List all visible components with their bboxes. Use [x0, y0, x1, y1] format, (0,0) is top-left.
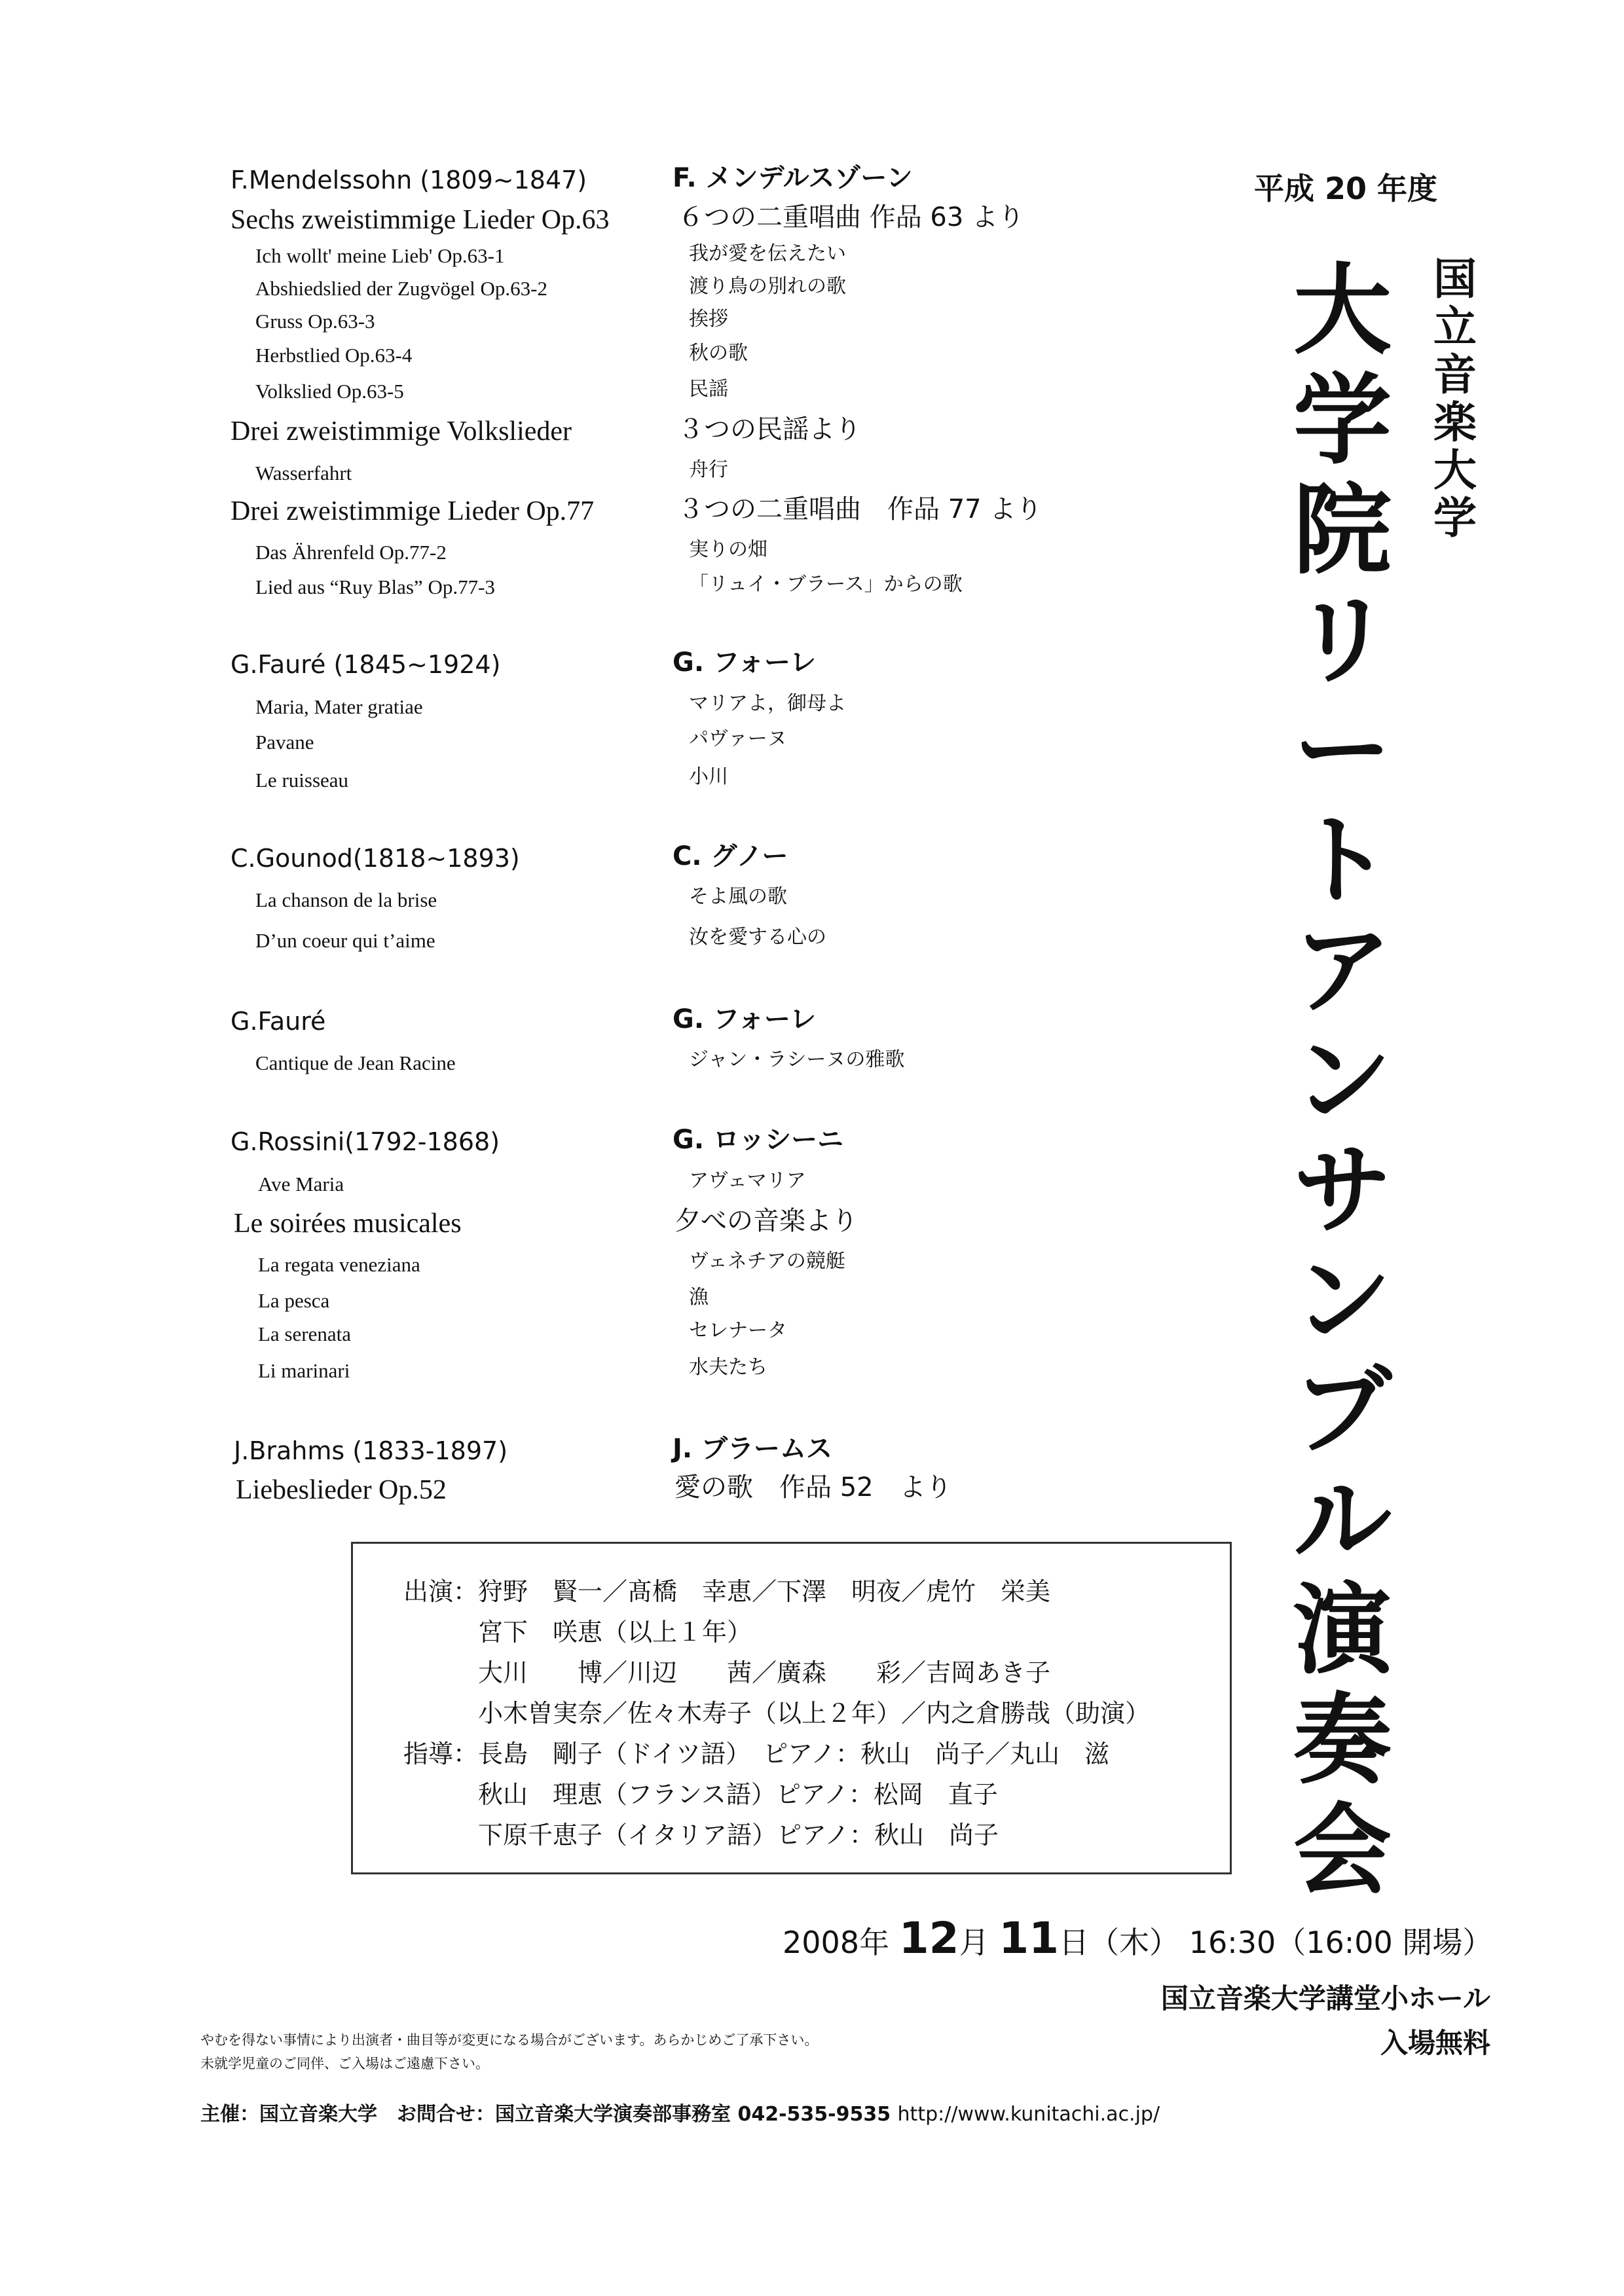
song-title: La regata veneziana: [258, 1253, 420, 1276]
website-link[interactable]: http://www.kunitachi.ac.jp/: [897, 2103, 1160, 2126]
date-day-unit: 日: [1059, 1925, 1090, 1960]
song-title: Pavane: [255, 731, 314, 754]
song-title-jp: そよ風の歌: [689, 885, 787, 908]
title-char: ー: [1293, 693, 1392, 808]
song-title: Herbstlied Op.63-4: [255, 344, 413, 367]
organizer-contact: 主催：国立音楽大学 お問合せ：国立音楽大学演奏部事務室 042-535-9535: [200, 2103, 891, 2126]
cast-line: 出演：狩野 賢一／髙橋 幸恵／下澤 明夜／虎竹 栄美: [403, 1577, 1051, 1606]
cast-line: 大川 博／川辺 茜／廣森 彩／吉岡あき子: [403, 1658, 1051, 1687]
date-weekday: （木）: [1089, 1925, 1180, 1960]
date-month: 12: [898, 1913, 959, 1963]
song-title-jp: マリアよ，御母よ: [689, 692, 846, 715]
song-title: Ich wollt' meine Lieb' Op.63-1: [255, 244, 505, 267]
song-title-jp: 秋の歌: [689, 342, 748, 365]
song-title-jp: ジャン・ラシーヌの雅歌: [689, 1048, 905, 1071]
date-day: 11: [999, 1913, 1060, 1963]
song-title-jp: 水夫たち: [689, 1356, 767, 1379]
song-title-jp: パヴァーヌ: [689, 727, 787, 750]
university-char: 大: [1433, 445, 1477, 496]
cast-box: [351, 1542, 1232, 1874]
composer-name-jp: C. グノー: [673, 841, 788, 871]
title-char: 大: [1293, 253, 1392, 368]
song-title-jp: 我が愛を伝えたい: [689, 242, 846, 265]
song-title: Ave Maria: [258, 1173, 344, 1195]
song-title-jp: アヴェマリア: [689, 1169, 806, 1192]
footer: [200, 2098, 1160, 2126]
admission: 入場無料: [1380, 2027, 1490, 2059]
university-char: 楽: [1433, 397, 1477, 448]
university-char: 国: [1433, 254, 1477, 304]
cast-line: 指導：長島 剛子（ドイツ語） ピアノ：秋山 尚子／丸山 滋: [403, 1740, 1110, 1768]
date-year-unit: 年: [859, 1925, 890, 1960]
song-title: Das Ährenfeld Op.77-2: [255, 541, 447, 564]
work-title-jp: ３つの民謡より: [678, 414, 861, 445]
title-char: ブ: [1293, 1353, 1392, 1468]
university-char: 音: [1433, 350, 1477, 400]
date-month-unit: 月: [959, 1925, 989, 1960]
composer-name: C.Gounod(1818~1893): [231, 844, 520, 873]
song-title: Lied aus “Ruy Blas” Op.77-3: [255, 575, 495, 598]
composer-name-jp: F. メンデルスゾーン: [673, 163, 913, 193]
title-char: ア: [1293, 913, 1392, 1028]
song-title-jp: 小川: [689, 765, 728, 788]
song-title-jp: 挨拶: [689, 308, 728, 331]
cast-line: 秋山 理恵（フランス語）ピアノ：松岡 直子: [403, 1780, 998, 1809]
song-title-jp: 民謡: [689, 378, 728, 401]
cast-line: 小木曽実奈／佐々木寿子（以上２年）／内之倉勝哉（助演）: [403, 1699, 1151, 1728]
composer-name-jp: G. フォーレ: [673, 1004, 817, 1034]
work-title: Le soirées musicales: [234, 1209, 462, 1239]
composer-name-jp: G. ロッシーニ: [673, 1125, 844, 1155]
composer-name: F.Mendelssohn (1809~1847): [231, 166, 587, 194]
song-title-jp: 渡り鳥の別れの歌: [689, 275, 846, 298]
work-title: Drei zweistimmige Lieder Op.77: [231, 496, 595, 526]
song-title-jp: 漁: [689, 1286, 709, 1309]
song-title: Volkslied Op.63-5: [255, 380, 404, 403]
song-title-jp: 実りの畑: [689, 538, 767, 561]
song-title: Le ruisseau: [255, 769, 349, 792]
composer-name-jp: G. フォーレ: [673, 647, 817, 678]
university-char: 立: [1433, 302, 1477, 352]
composer-name: G.Fauré (1845~1924): [231, 650, 501, 679]
song-title: La pesca: [258, 1289, 330, 1312]
song-title-jp: ヴェネチアの競艇: [689, 1250, 845, 1273]
work-title-jp: 夕べの音楽より: [674, 1206, 858, 1236]
composer-name-jp: J. ブラームス: [673, 1434, 833, 1464]
title-char: ル: [1293, 1463, 1392, 1578]
title-char: 演: [1293, 1573, 1392, 1688]
song-title: La serenata: [258, 1322, 351, 1345]
title-char: 奏: [1293, 1683, 1392, 1798]
work-title: Liebeslieder Op.52: [236, 1475, 447, 1505]
university-char: 学: [1433, 493, 1477, 543]
song-title: Wasserfahrt: [255, 462, 352, 484]
composer-name: G.Fauré: [231, 1007, 326, 1036]
song-title: Cantique de Jean Racine: [255, 1051, 456, 1074]
title-char: 院: [1293, 473, 1392, 588]
song-title-jp: 「リュイ・ブラース」からの歌: [689, 573, 963, 596]
song-title: D’un coeur qui t’aime: [255, 929, 435, 952]
song-title: Gruss Op.63-3: [255, 310, 375, 333]
title-char: 学: [1293, 363, 1392, 478]
title-char: ン: [1293, 1023, 1392, 1138]
title-char: 会: [1293, 1793, 1392, 1908]
composer-name: G.Rossini(1792-1868): [231, 1127, 500, 1156]
concert-date: [783, 1913, 1492, 1963]
notice-text: やむを得ない事情により出演者・曲目等が変更になる場合がございます。あらかじめご了承下さい。: [200, 2032, 819, 2048]
fiscal-year: 平成 20 年度: [1254, 171, 1438, 206]
song-title-jp: セレナータ: [689, 1319, 787, 1342]
title-char: リ: [1293, 583, 1392, 698]
work-title-jp: 愛の歌 作品 52 より: [674, 1472, 952, 1503]
notice-text: 未就学児童のご同伴、ご入場はご遠慮下さい。: [200, 2056, 489, 2071]
composer-name: J.Brahms (1833-1897): [234, 1436, 508, 1465]
title-char: サ: [1293, 1133, 1392, 1248]
cast-line: 下原千恵子（イタリア語）ピアノ：秋山 尚子: [403, 1821, 999, 1850]
date-year: 2008: [783, 1925, 860, 1960]
university-name-vertical: [1429, 255, 1481, 542]
song-title-jp: 舟行: [689, 458, 728, 481]
song-title: Abshiedslied der Zugvögel Op.63-2: [255, 277, 547, 300]
song-title: Li marinari: [258, 1359, 350, 1382]
venue: 国立音楽大学講堂小ホール: [1160, 1982, 1490, 2014]
work-title-jp: ３つの二重唱曲 作品 77 より: [678, 494, 1043, 524]
song-title-jp: 汝を愛する心の: [689, 926, 826, 949]
work-title-jp: ６つの二重唱曲 作品 63 より: [678, 202, 1025, 232]
work-title: Drei zweistimmige Volkslieder: [231, 416, 572, 446]
work-title: Sechs zweistimmige Lieder Op.63: [231, 205, 610, 235]
title-char: ト: [1293, 803, 1392, 918]
concert-title-vertical: [1287, 253, 1398, 1908]
song-title: Maria, Mater gratiae: [255, 695, 423, 718]
song-title: La chanson de la brise: [255, 888, 437, 911]
title-char: ン: [1293, 1243, 1392, 1358]
concert-time: 16:30（16:00 開場）: [1189, 1925, 1493, 1960]
cast-line: 宮下 咲恵（以上１年）: [403, 1618, 752, 1647]
